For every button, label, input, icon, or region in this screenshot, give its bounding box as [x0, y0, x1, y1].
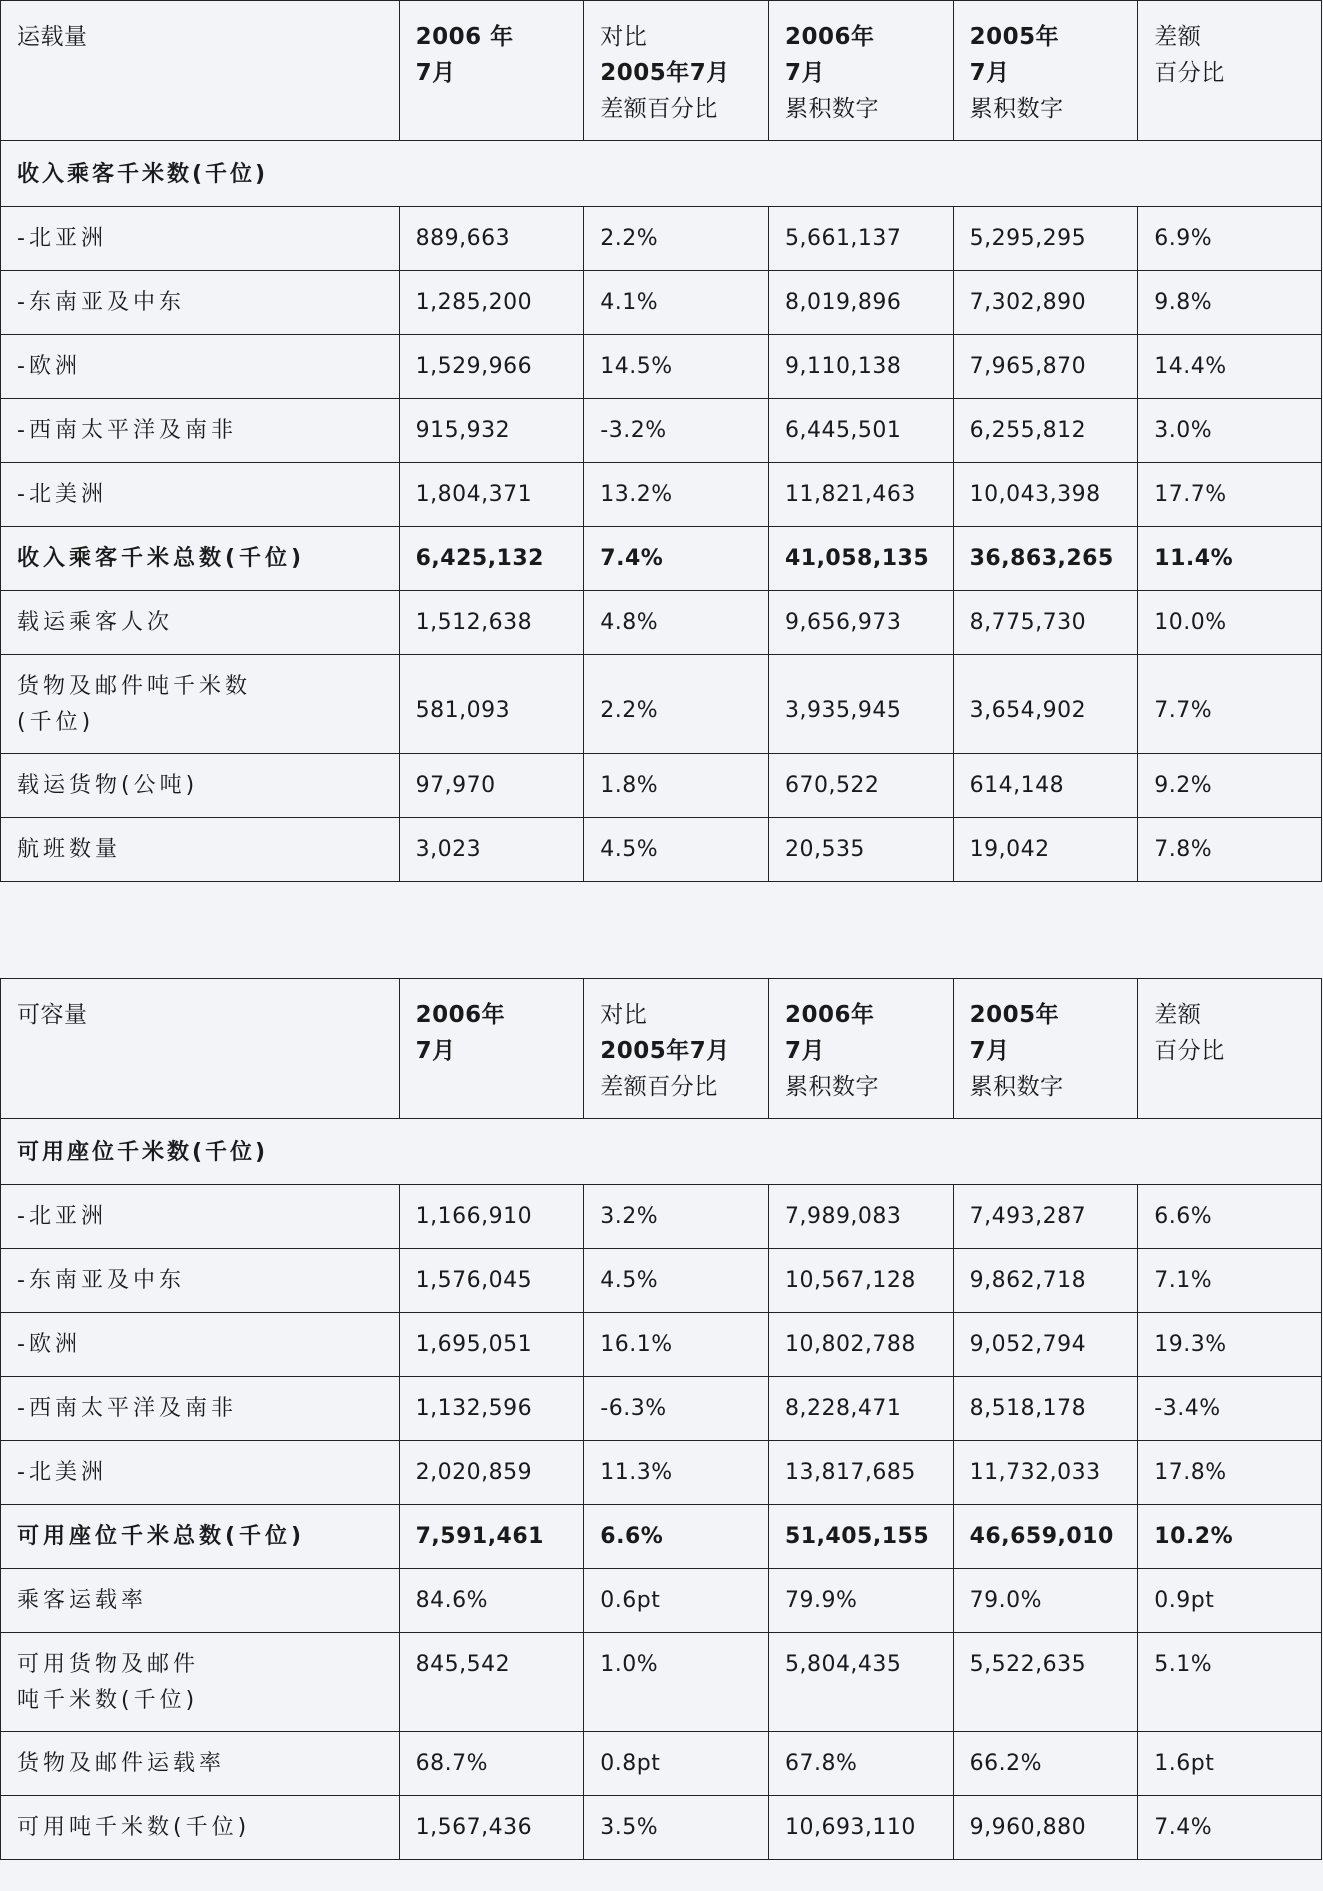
cell-v2: 7.4%	[584, 527, 769, 591]
cell-v3: 8,228,471	[768, 1377, 953, 1441]
cell-v3: 20,535	[768, 818, 953, 882]
section-title: 可用座位千米数(千位)	[1, 1119, 1322, 1185]
cell-v3: 10,802,788	[768, 1313, 953, 1377]
cell-v1: 1,804,371	[399, 463, 584, 527]
cell-v3: 9,656,973	[768, 591, 953, 655]
cell-v2: 16.1%	[584, 1313, 769, 1377]
traffic-rows	[1, 207, 1322, 882]
cell-v5: 7.4%	[1138, 1796, 1322, 1860]
cell-v5: 0.9pt	[1138, 1569, 1322, 1633]
cell-v4: 7,302,890	[953, 271, 1138, 335]
table-row	[1, 754, 1322, 818]
cell-v2: -3.2%	[584, 399, 769, 463]
cell-v3: 7,989,083	[768, 1185, 953, 1249]
cell-v4: 3,654,902	[953, 655, 1138, 754]
row-label: -西南太平洋及南非	[1, 1377, 400, 1441]
row-label: -西南太平洋及南非	[1, 399, 400, 463]
cell-v1: 6,425,132	[399, 527, 584, 591]
cell-v1: 1,132,596	[399, 1377, 584, 1441]
table-row	[1, 591, 1322, 655]
cell-v5: 9.2%	[1138, 754, 1322, 818]
table-row	[1, 1796, 1322, 1860]
table-row	[1, 463, 1322, 527]
table-row	[1, 1249, 1322, 1313]
cell-v1: 581,093	[399, 655, 584, 754]
cell-v4: 7,965,870	[953, 335, 1138, 399]
cell-v5: 10.0%	[1138, 591, 1322, 655]
cell-v3: 3,935,945	[768, 655, 953, 754]
cell-v2: 14.5%	[584, 335, 769, 399]
table-header-row	[1, 1, 1322, 141]
cell-v4: 5,522,635	[953, 1633, 1138, 1732]
table-row	[1, 1313, 1322, 1377]
cell-v1: 1,512,638	[399, 591, 584, 655]
cell-v3: 13,817,685	[768, 1441, 953, 1505]
header-2006-july: 2006 年 7月	[399, 1, 584, 141]
cell-v4: 6,255,812	[953, 399, 1138, 463]
cell-v4: 36,863,265	[953, 527, 1138, 591]
row-label: -东南亚及中东	[1, 271, 400, 335]
cell-v5: 17.7%	[1138, 463, 1322, 527]
row-label: 可用吨千米数(千位)	[1, 1796, 400, 1860]
header-yoy-change: 对比 2005年7月 差额百分比	[584, 1, 769, 141]
row-label: -北亚洲	[1, 1185, 400, 1249]
row-label: 货物及邮件运载率	[1, 1732, 400, 1796]
cell-v1: 3,023	[399, 818, 584, 882]
cell-v5: 7.8%	[1138, 818, 1322, 882]
cell-v4: 11,732,033	[953, 1441, 1138, 1505]
table-row	[1, 527, 1322, 591]
cell-v5: 17.8%	[1138, 1441, 1322, 1505]
header-difference-pct: 差额 百分比	[1138, 1, 1322, 141]
header-category: 运载量	[1, 1, 400, 141]
cell-v1: 1,567,436	[399, 1796, 584, 1860]
cell-v5: 11.4%	[1138, 527, 1322, 591]
row-label: -北亚洲	[1, 207, 400, 271]
cell-v2: 1.8%	[584, 754, 769, 818]
row-label: 可用货物及邮件 吨千米数(千位)	[1, 1633, 400, 1732]
cell-v3: 10,567,128	[768, 1249, 953, 1313]
header-2005-cumulative: 2005年 7月 累积数字	[953, 1, 1138, 141]
cell-v1: 68.7%	[399, 1732, 584, 1796]
table-row	[1, 818, 1322, 882]
cell-v4: 79.0%	[953, 1569, 1138, 1633]
cell-v2: 1.0%	[584, 1633, 769, 1732]
table-row	[1, 1505, 1322, 1569]
table-row	[1, 1185, 1322, 1249]
row-label: 货物及邮件吨千米数 (千位)	[1, 655, 400, 754]
cell-v1: 889,663	[399, 207, 584, 271]
header-2006-july: 2006年 7月	[399, 979, 584, 1119]
cell-v2: 11.3%	[584, 1441, 769, 1505]
cell-v5: 19.3%	[1138, 1313, 1322, 1377]
cell-v2: 6.6%	[584, 1505, 769, 1569]
table-header-row	[1, 979, 1322, 1119]
cell-v4: 7,493,287	[953, 1185, 1138, 1249]
cell-v3: 670,522	[768, 754, 953, 818]
cell-v3: 8,019,896	[768, 271, 953, 335]
cell-v4: 19,042	[953, 818, 1138, 882]
cell-v3: 41,058,135	[768, 527, 953, 591]
cell-v1: 915,932	[399, 399, 584, 463]
cell-v1: 1,166,910	[399, 1185, 584, 1249]
table-row	[1, 1441, 1322, 1505]
cell-v3: 11,821,463	[768, 463, 953, 527]
row-label: -东南亚及中东	[1, 1249, 400, 1313]
cell-v3: 79.9%	[768, 1569, 953, 1633]
header-yoy-change: 对比 2005年7月 差额百分比	[584, 979, 769, 1119]
cell-v2: 3.2%	[584, 1185, 769, 1249]
section-row	[1, 141, 1322, 207]
cell-v1: 97,970	[399, 754, 584, 818]
cell-v5: 7.1%	[1138, 1249, 1322, 1313]
table-row	[1, 399, 1322, 463]
capacity-rows	[1, 1185, 1322, 1860]
cell-v3: 5,804,435	[768, 1633, 953, 1732]
header-2005-cumulative: 2005年 7月 累积数字	[953, 979, 1138, 1119]
cell-v2: 3.5%	[584, 1796, 769, 1860]
row-label: -欧洲	[1, 1313, 400, 1377]
header-2006-cumulative: 2006年 7月 累积数字	[768, 1, 953, 141]
cell-v4: 66.2%	[953, 1732, 1138, 1796]
row-label: 收入乘客千米总数(千位)	[1, 527, 400, 591]
cell-v3: 9,110,138	[768, 335, 953, 399]
cell-v2: 0.6pt	[584, 1569, 769, 1633]
cell-v2: 4.5%	[584, 1249, 769, 1313]
cell-v5: 5.1%	[1138, 1633, 1322, 1732]
table-row	[1, 655, 1322, 754]
cell-v1: 1,576,045	[399, 1249, 584, 1313]
cell-v1: 7,591,461	[399, 1505, 584, 1569]
cell-v2: 4.1%	[584, 271, 769, 335]
row-label: -北美洲	[1, 1441, 400, 1505]
cell-v4: 46,659,010	[953, 1505, 1138, 1569]
row-label: 乘客运载率	[1, 1569, 400, 1633]
cell-v5: 7.7%	[1138, 655, 1322, 754]
cell-v4: 8,775,730	[953, 591, 1138, 655]
cell-v5: -3.4%	[1138, 1377, 1322, 1441]
table-row	[1, 1732, 1322, 1796]
table-row	[1, 335, 1322, 399]
cell-v5: 6.9%	[1138, 207, 1322, 271]
cell-v1: 84.6%	[399, 1569, 584, 1633]
cell-v4: 10,043,398	[953, 463, 1138, 527]
cell-v2: 4.5%	[584, 818, 769, 882]
cell-v3: 67.8%	[768, 1732, 953, 1796]
row-label: 载运乘客人次	[1, 591, 400, 655]
cell-v5: 1.6pt	[1138, 1732, 1322, 1796]
cell-v5: 9.8%	[1138, 271, 1322, 335]
cell-v4: 9,862,718	[953, 1249, 1138, 1313]
row-label: -北美洲	[1, 463, 400, 527]
cell-v5: 10.2%	[1138, 1505, 1322, 1569]
cell-v5: 14.4%	[1138, 335, 1322, 399]
section-row	[1, 1119, 1322, 1185]
traffic-table	[0, 0, 1322, 882]
cell-v2: 2.2%	[584, 655, 769, 754]
header-2006-cumulative: 2006年 7月 累积数字	[768, 979, 953, 1119]
row-label: 可用座位千米总数(千位)	[1, 1505, 400, 1569]
cell-v2: 4.8%	[584, 591, 769, 655]
cell-v2: 2.2%	[584, 207, 769, 271]
cell-v3: 10,693,110	[768, 1796, 953, 1860]
cell-v1: 2,020,859	[399, 1441, 584, 1505]
cell-v2: 0.8pt	[584, 1732, 769, 1796]
table-row	[1, 1633, 1322, 1732]
table-row	[1, 1569, 1322, 1633]
cell-v4: 9,960,880	[953, 1796, 1138, 1860]
table-row	[1, 271, 1322, 335]
cell-v3: 6,445,501	[768, 399, 953, 463]
cell-v4: 614,148	[953, 754, 1138, 818]
cell-v4: 5,295,295	[953, 207, 1138, 271]
table-row	[1, 207, 1322, 271]
cell-v3: 51,405,155	[768, 1505, 953, 1569]
cell-v1: 1,285,200	[399, 271, 584, 335]
cell-v1: 1,529,966	[399, 335, 584, 399]
cell-v5: 3.0%	[1138, 399, 1322, 463]
cell-v5: 6.6%	[1138, 1185, 1322, 1249]
cell-v3: 5,661,137	[768, 207, 953, 271]
section-title: 收入乘客千米数(千位)	[1, 141, 1322, 207]
cell-v4: 8,518,178	[953, 1377, 1138, 1441]
cell-v4: 9,052,794	[953, 1313, 1138, 1377]
cell-v1: 845,542	[399, 1633, 584, 1732]
cell-v2: 13.2%	[584, 463, 769, 527]
table-row	[1, 1377, 1322, 1441]
row-label: -欧洲	[1, 335, 400, 399]
cell-v1: 1,695,051	[399, 1313, 584, 1377]
cell-v2: -6.3%	[584, 1377, 769, 1441]
header-difference-pct: 差额 百分比	[1138, 979, 1322, 1119]
row-label: 航班数量	[1, 818, 400, 882]
row-label: 载运货物(公吨)	[1, 754, 400, 818]
header-category: 可容量	[1, 979, 400, 1119]
capacity-table	[0, 978, 1322, 1860]
